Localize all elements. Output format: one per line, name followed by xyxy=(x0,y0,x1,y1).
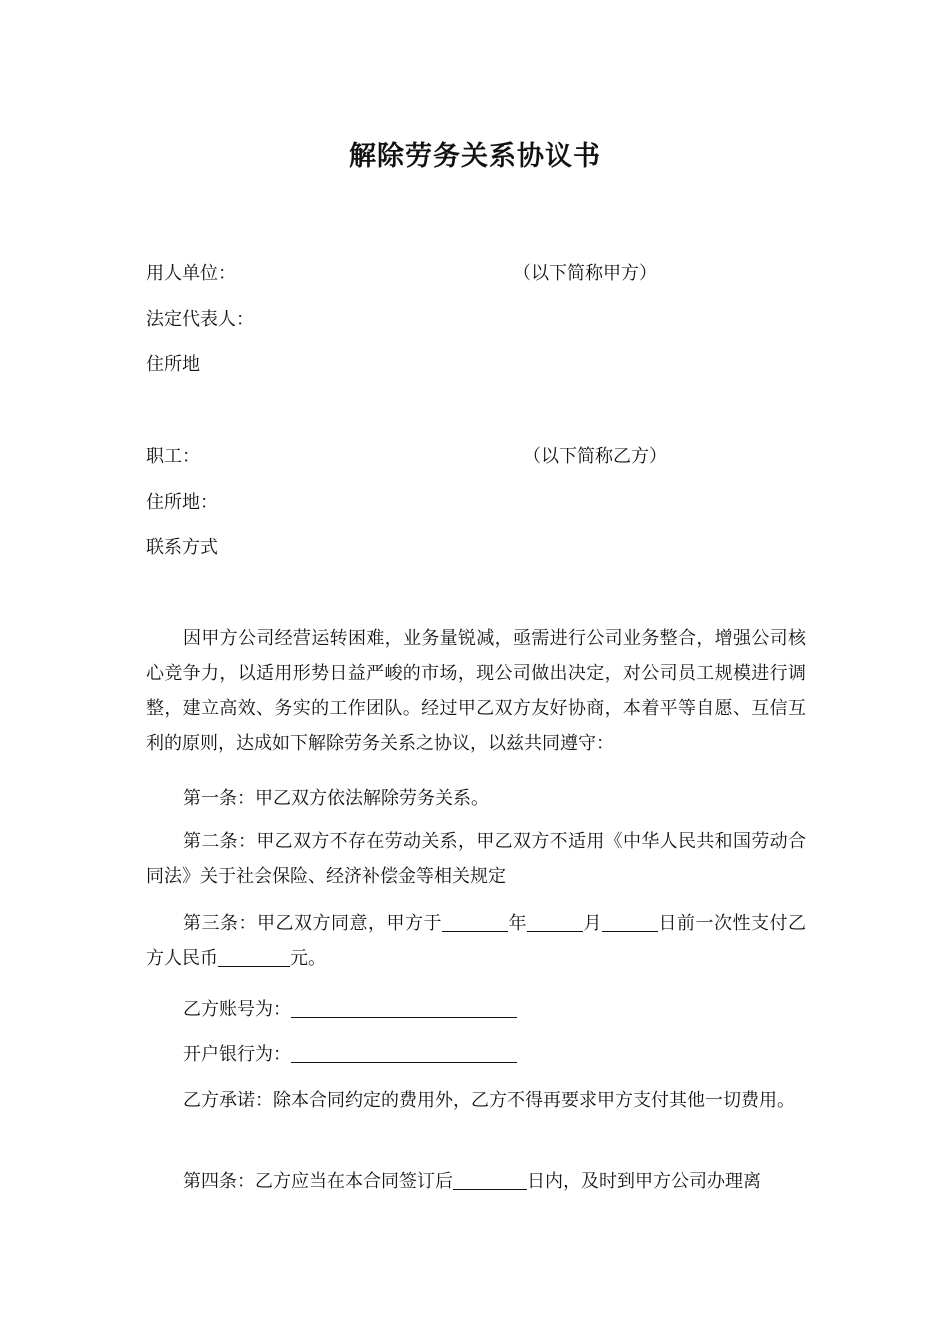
legal-rep-label: 法定代表人： xyxy=(146,309,254,330)
amount-blank[interactable] xyxy=(218,946,290,967)
bank-blank[interactable] xyxy=(291,1042,517,1063)
employer-label: 用人单位： xyxy=(146,263,236,284)
account-line xyxy=(146,992,806,1027)
day-blank[interactable] xyxy=(602,911,658,932)
worker-note: （以下简称乙方） xyxy=(523,446,667,467)
account-label: 乙方账号为： xyxy=(183,999,291,1020)
article-4 xyxy=(146,1164,806,1199)
month-label: 月 xyxy=(583,913,602,934)
days-blank[interactable] xyxy=(453,1169,527,1190)
article-4-text-2: 日内，及时到甲方公司办理离 xyxy=(527,1171,761,1192)
year-blank[interactable] xyxy=(442,911,508,932)
month-blank[interactable] xyxy=(527,911,583,932)
preamble-paragraph: 因甲方公司经营运转困难，业务量锐减，亟需进行公司业务整合，增强公司核心竞争力，以适用形势日益严峻的市场，现公司做出决定，对公司员工规模进行调整，建立高效、务实的工作团队。经过甲乙双方友好协商，本着平等自愿、互信互利的原则，达成如下解除劳务关系之协议，以兹共同遵守： xyxy=(146,628,806,754)
bank-label: 开户银行为： xyxy=(183,1044,291,1065)
article-2: 第二条：甲乙双方不存在劳动关系，甲乙双方不适用《中华人民共和国劳动合同法》关于社会保险、经济补偿金等相关规定 xyxy=(146,831,806,887)
employer-note: （以下简称甲方） xyxy=(513,263,657,284)
article-3 xyxy=(146,906,806,976)
article-1: 第一条：甲乙双方依法解除劳务关系。 xyxy=(183,788,489,809)
year-label: 年 xyxy=(508,913,527,934)
page-title: 解除劳务关系协议书 xyxy=(349,141,601,172)
worker-label: 职工： xyxy=(146,446,200,467)
currency-unit: 元。 xyxy=(290,948,326,969)
bank-line xyxy=(146,1037,806,1072)
article-3-text-1: 第三条：甲乙双方同意，甲方于 xyxy=(183,913,442,934)
article-3-text-2: 日前一次性支付乙方人民币 xyxy=(146,913,806,969)
account-blank[interactable] xyxy=(291,997,517,1018)
employer-address-label: 住所地 xyxy=(146,354,200,375)
party-b-promise: 乙方承诺：除本合同约定的费用外，乙方不得再要求甲方支付其他一切费用。 xyxy=(183,1090,795,1111)
worker-address-label: 住所地： xyxy=(146,492,218,513)
article-4-text-1: 第四条：乙方应当在本合同签订后 xyxy=(183,1171,453,1192)
contact-label: 联系方式 xyxy=(146,537,218,558)
